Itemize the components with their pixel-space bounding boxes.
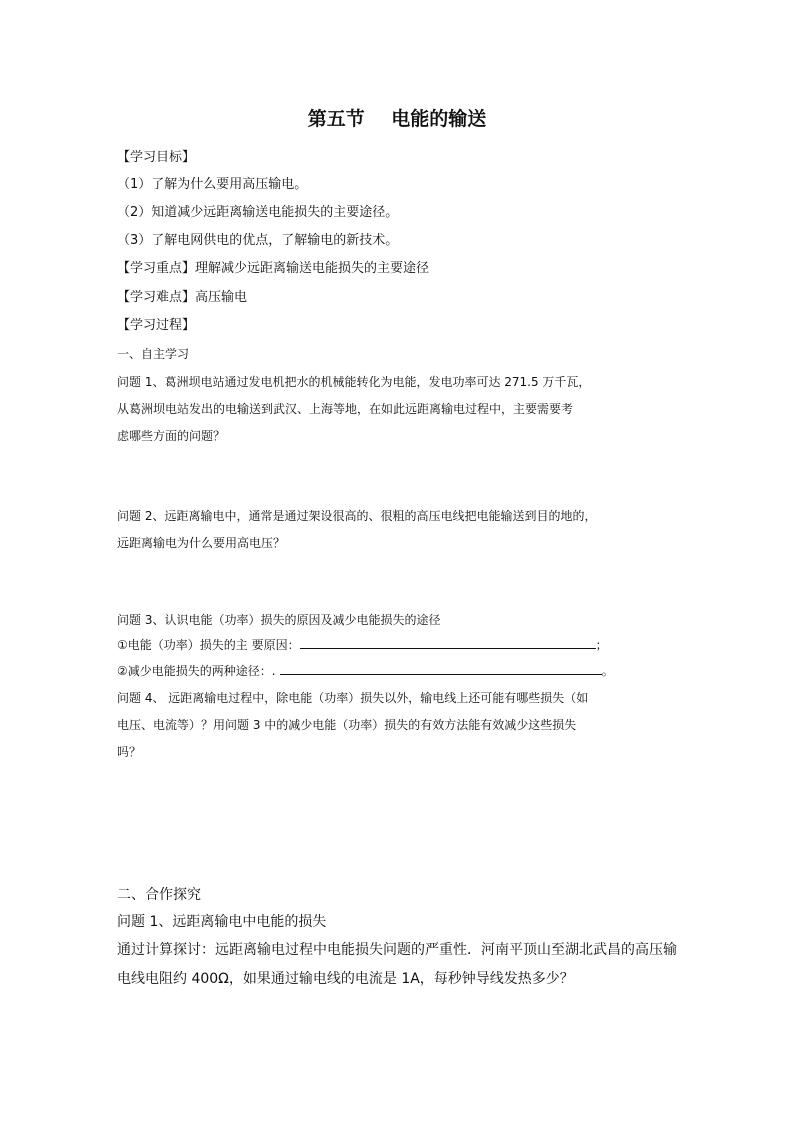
q3-line: 问题 3、认识电能（功率）损失的原因及减少电能损失的途径: [117, 613, 441, 627]
difficulty: [117, 290, 247, 306]
objective-item-1: （1）了解为什么要用高压输电。: [117, 177, 308, 192]
q1-line-2: 从葛洲坝电站发出的电输送到武汉、上海等地，在如此远距离输电过程中，主要需要考: [117, 402, 574, 416]
q3-item-2-blank[interactable]: [280, 663, 602, 675]
part2-q1-title: 问题 1、远距离输电中电能的损失: [117, 914, 327, 930]
q2-line-2: 远距离输电为什么要用高电压？: [117, 536, 286, 550]
part2-heading: 二、合作探究: [117, 887, 201, 903]
q2-line-1: 问题 2、远距离输电中，通常是通过架设很高的、很粗的高压电线把电能输送到目的地的，: [117, 509, 597, 523]
process-heading: 【学习过程】: [117, 318, 196, 333]
key-point-text: 理解减少远距离输送电能损失的主要途径: [195, 261, 430, 276]
objective-item-3: （3）了解电网供电的优点，了解输电的新技术。: [117, 233, 399, 248]
q1-line-3: 虑哪些方面的问题？: [117, 429, 226, 443]
q3-item-1-text: ①电能（功率）损失的主 要原因：: [117, 638, 300, 652]
q3-item-1: [117, 637, 608, 653]
key-point-label: 【学习重点】: [117, 261, 196, 276]
part1-heading: 一、自主学习: [117, 347, 190, 361]
q3-item-2-text: ②减少电能损失的两种途径：.: [117, 664, 276, 678]
part2-line-2: 电线电阻约 400Ω，如果通过输电线的电流是 1A，每秒钟导线发热多少？: [117, 971, 574, 987]
key-point: [117, 261, 429, 277]
q3-item-1-end: ；: [595, 638, 608, 652]
difficulty-label: 【学习难点】: [117, 290, 196, 305]
objective-item-2: （2）知道减少远距离输送电能损失的主要途径。: [117, 205, 399, 220]
q4-line-2: 电压、电流等）？用问题 3 中的减少电能（功率）损失的有效方法能有效减少这些损失: [117, 718, 577, 732]
difficulty-text: 高压输电: [195, 290, 248, 305]
q4-line-1: 问题 4、 远距离输电过程中，除电能（功率）损失以外，输电线上还可能有哪些损失（如: [117, 691, 589, 705]
q3-item-2: [117, 663, 614, 679]
page-title: 第五节 电能的输送: [307, 108, 487, 130]
q3-item-1-blank[interactable]: [300, 637, 596, 649]
q1-line-1: 问题 1、葛洲坝电站通过发电机把水的机械能转化为电能，发电功率可达 271.5 万千瓦，: [117, 375, 591, 389]
part2-line-1: 通过计算探讨：远距离输电过程中电能损失问题的严重性．河南平顶山至湖北武昌的高压输: [117, 942, 677, 958]
q4-line-3: 吗？: [117, 745, 142, 759]
q3-item-2-end: 。: [601, 664, 614, 678]
objectives-heading: 【学习目标】: [117, 150, 196, 165]
